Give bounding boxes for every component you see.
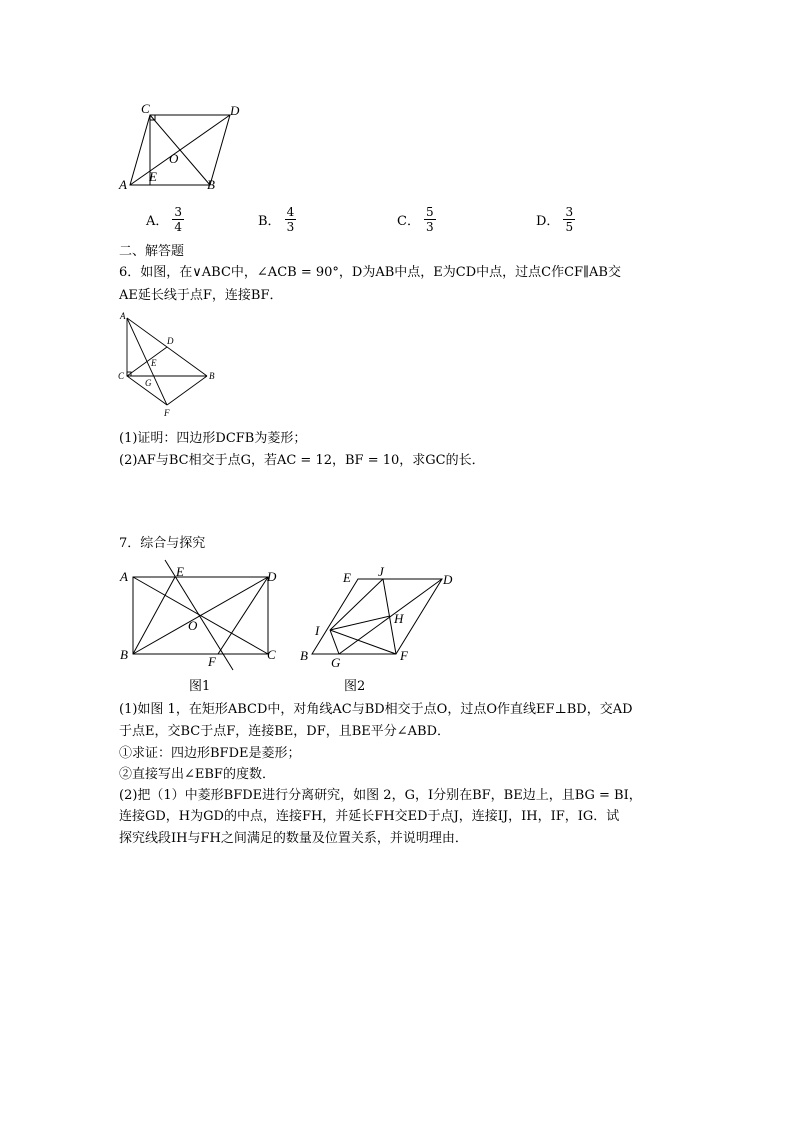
q7-line-4: ②直接写出∠EBF的度数． <box>119 767 275 782</box>
option-c-fraction: $\frac{5}{3}$ <box>425 205 434 234</box>
q7-line-3: ①求证：四边形BFDE是菱形； <box>119 746 301 761</box>
q6-label-B: B <box>209 371 215 381</box>
q6-label-D: D <box>167 336 174 346</box>
q7-1-label-C: C <box>267 647 276 662</box>
q6-line-1: 6．如图，在∨ABC中，∠ACB = 90°，D为AB中点，E为CD中点，过点C作CF∥AB交 <box>119 265 621 280</box>
option-d-fraction: $\frac{3}{5}$ <box>565 205 574 234</box>
label-E: E <box>149 169 157 184</box>
q7-1-label-E: E <box>176 564 184 579</box>
q6-label-G: G <box>145 378 152 388</box>
q7-1-label-F: F <box>208 654 216 669</box>
section-title: 二、解答题 <box>119 244 185 259</box>
q6-label-A: A <box>120 311 126 321</box>
q7-2-label-H: H <box>394 611 404 626</box>
label-O: O <box>169 151 179 166</box>
q7-line-1: (1)如图 1，在矩形ABCD中，对角线AC与BD相交于点O，过点O作直线EF⊥BD，交AD <box>119 702 633 717</box>
q7-title: 7．综合与探究 <box>119 536 206 551</box>
q7-2-label-B: B <box>300 648 308 663</box>
q7-2-label-D: D <box>443 572 453 587</box>
q6-label-F: F <box>164 408 170 418</box>
q7-fig2-caption: 图2 <box>344 679 366 694</box>
q6-label-C: C <box>118 371 125 381</box>
q7-2-label-F: F <box>400 648 408 663</box>
q7-2-label-J: J <box>378 564 384 579</box>
q6-part-1: (1)证明：四边形DCFB为菱形； <box>119 431 307 446</box>
label-B: B <box>207 177 215 192</box>
q7-2-label-E: E <box>343 570 351 585</box>
q7-1-label-A: A <box>120 569 128 584</box>
q7-1-label-O: O <box>188 618 198 633</box>
q6-line-2: AE延长线于点F，连接BF． <box>119 288 283 303</box>
figure-parallelogram <box>110 95 260 195</box>
q7-line-6: 连接GD，H为GD的中点，连接FH，并延长FH交ED于点J，连接IJ，IH，IF，IG．试 <box>119 809 620 824</box>
q7-fig1-caption: 图1 <box>189 679 211 694</box>
option-c: C． $\frac{5}{3}$ <box>397 205 434 234</box>
option-d: D． $\frac{3}{5}$ <box>536 205 574 234</box>
q7-line-2: 于点E，交BC于点F，连接BE，DF，且BE平分∠ABD． <box>119 724 451 739</box>
q7-2-label-G: G <box>331 655 341 670</box>
q7-1-label-D: D <box>267 569 277 584</box>
option-b-fraction: $\frac{4}{3}$ <box>286 205 295 234</box>
q7-line-5: (2)把（1）中菱形BFDE进行分离研究，如图 2，G，I分别在BF，BE边上，且BG = BI， <box>119 788 642 803</box>
label-C: C <box>141 101 150 116</box>
figure-q7-2 <box>296 562 466 674</box>
q6-label-E: E <box>151 358 157 368</box>
option-a-fraction: $\frac{3}{4}$ <box>174 205 183 234</box>
option-b: B． $\frac{4}{3}$ <box>258 205 295 234</box>
label-A: A <box>119 177 127 192</box>
q6-part-2: (2)AF与BC相交于点G，若AC = 12，BF = 10，求GC的长． <box>119 453 485 468</box>
option-a: A． $\frac{3}{4}$ <box>146 205 183 234</box>
figure-q7-1 <box>115 560 290 672</box>
figure-q6 <box>115 308 225 420</box>
label-D: D <box>230 103 240 118</box>
q7-2-label-I: I <box>315 623 320 638</box>
q7-1-label-B: B <box>120 647 128 662</box>
q7-line-7: 探究线段IH与FH之间满足的数量及位置关系，并说明理由． <box>119 831 468 846</box>
